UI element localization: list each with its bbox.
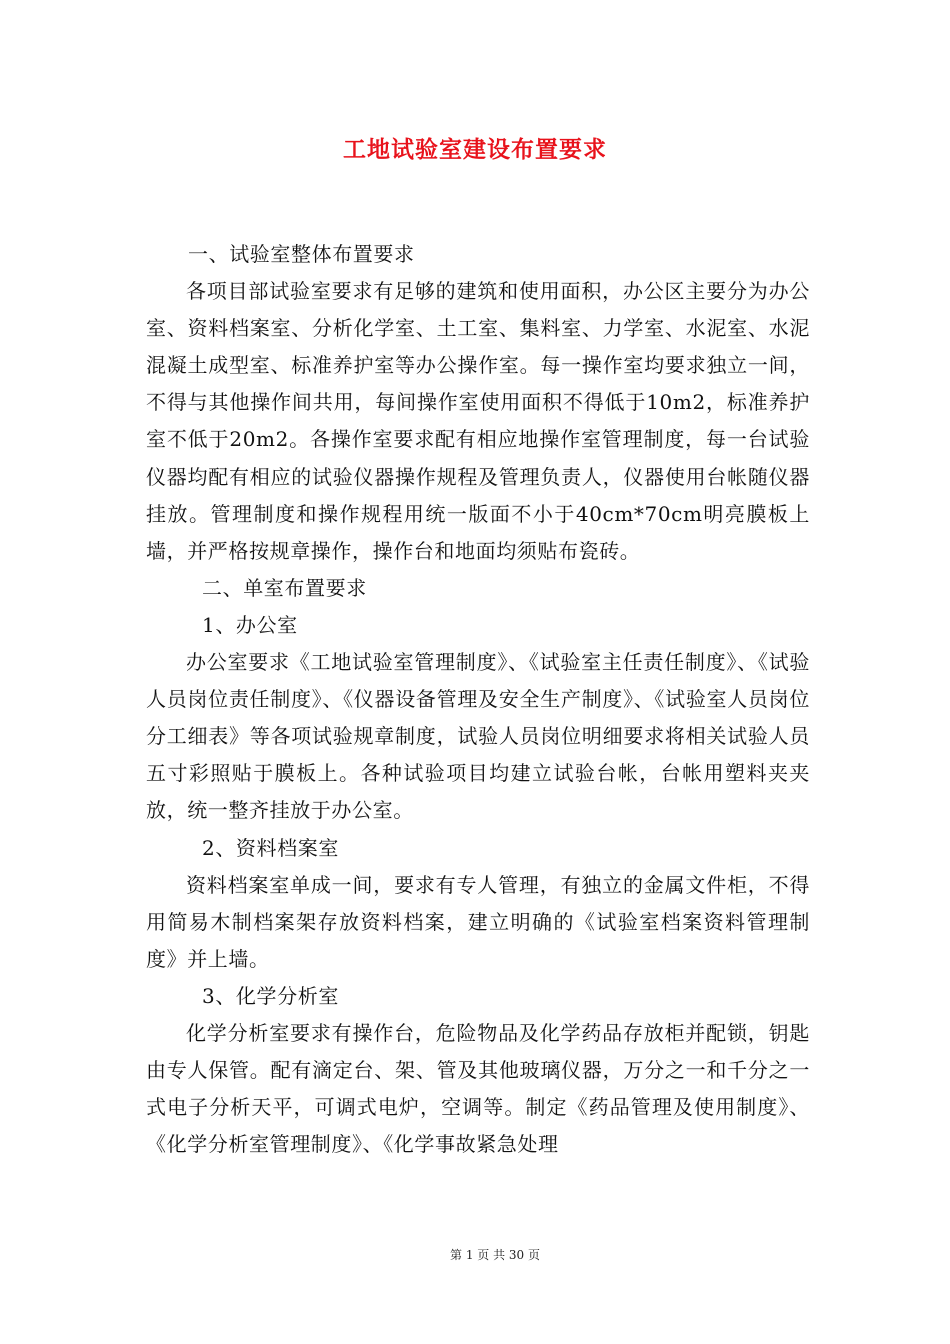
section-heading-1: 一、试验室整体布置要求: [188, 242, 415, 266]
subheading-office: 1、办公室: [202, 612, 298, 637]
subheading-archive-room: 2、资料档案室: [202, 835, 339, 860]
page-number-footer: 第 1 页 共 30 页: [450, 1248, 540, 1262]
document-body: [146, 236, 810, 1163]
body-paragraph-office: 办公室要求《工地试验室管理制度》、《试验室主任责任制度》、《试验人员岗位责任制度》、《仪器设备管理及安全生产制度》、《试验室人员岗位分工细表》等各项试验规章制度，试验人员岗位明细要求将相关试验人员五寸彩照贴于膜板上。各种试验项目均建立试验台帐，台帐用塑料夹夹放，统一整齐挂放于办公室。: [146, 650, 810, 823]
subheading-chemistry-room: 3、化学分析室: [202, 983, 339, 1008]
body-paragraph-archive-room: 资料档案室单成一间，要求有专人管理，有独立的金属文件柜，不得用简易木制档案架存放资料档案，建立明确的《试验室档案资料管理制度》并上墙。: [146, 872, 810, 971]
section-heading-2: 二、单室布置要求: [202, 575, 367, 600]
body-paragraph-chemistry-room: 化学分析室要求有操作台，危险物品及化学药品存放柜并配锁，钥匙由专人保管。配有滴定台、架、管及其他玻璃仪器，万分之一和千分之一式电子分析天平，可调式电炉，空调等。制定《药品管理及使用制度》、《化学分析室管理制度》、《化学事故紧急处理: [146, 1020, 810, 1157]
body-paragraph-overall: 各项目部试验室要求有足够的建筑和使用面积，办公区主要分为办公室、资料档案室、分析化学室、土工室、集料室、力学室、水泥室、水泥混凝土成型室、标准养护室等办公操作室。每一操作室均要求独立一间，不得与其他操作间共用，每间操作室使用面积不得低于10m2，标准养护室不低于20m2。各操作室要求配有相应地操作室管理制度，每一台试验仪器均配有相应的试验仪器操作规程及管理负责人，仪器使用台帐随仪器挂放。管理制度和操作规程用统一版面不小于40cm*70cm明亮膜板上墙，并严格按规章操作，操作台和地面均须贴布瓷砖。: [146, 279, 810, 563]
page-title: 工地试验室建设布置要求: [343, 136, 607, 163]
